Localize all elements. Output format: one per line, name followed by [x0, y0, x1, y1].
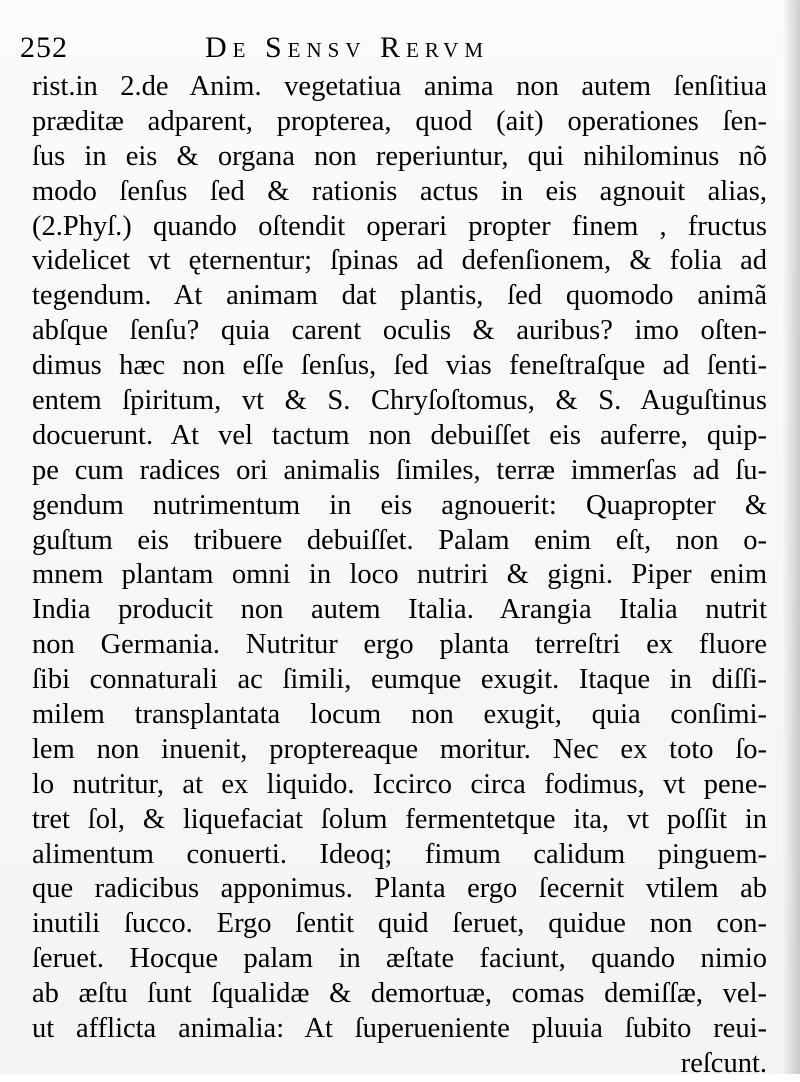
text-line: inutili ſucco. Ergo ſentit quid ſeruet, quidue non con- — [32, 908, 767, 940]
text-line: India producit non autem Italia. Arangia Italia nutrit — [32, 594, 767, 626]
text-line: entem ſpiritum, vt & S. Chryſoſtomus, & S. Auguſtinus — [32, 385, 767, 417]
text-line: guſtum eis tribuere debuiſſet. Palam enim eſt, non o- — [32, 524, 767, 556]
text-line: non Germania. Nutritur ergo planta terreſtri ex fluore — [32, 629, 767, 661]
text-line: docuerunt. At vel tactum non debuiſſet eis auferre, quip- — [32, 419, 767, 451]
text-line: dimus hæc non eſſe ſenſus, ſed vias feneſtraſque ad ſenti- — [32, 350, 767, 382]
page-number: 252 — [20, 31, 68, 64]
body-text — [32, 70, 767, 1082]
text-line: pe cum radices ori animalis ſimiles, terræ immerſas ad ſu- — [32, 454, 767, 486]
text-line: lem non inuenit, proptereaque moritur. Nec ex toto ſo- — [32, 733, 767, 765]
text-line: alimentum conuerti. Ideoq; fimum calidum pinguem- — [32, 838, 767, 870]
text-line: ſus in eis & organa non reperiuntur, qui nihilominus nõ — [32, 140, 767, 172]
text-line: ab æſtu ſunt ſqualidæ & demortuæ, comas demiſſæ, vel- — [32, 978, 767, 1010]
text-line: reſcunt. — [680, 1047, 767, 1079]
text-line: abſque ſenſu? quia carent oculis & auribus? imo oſten- — [32, 315, 767, 347]
running-title: De Sensv Rervm — [205, 31, 490, 64]
text-line: videlicet vt ęternentur; ſpinas ad defenſionem, & folia ad — [32, 245, 767, 277]
text-line: que radicibus apponimus. Planta ergo ſecernit vtilem ab — [32, 873, 767, 905]
text-line: ſibi connaturali ac ſimili, eumque exugit. Itaque in diſſi- — [32, 664, 767, 696]
text-line: tegendum. At animam dat plantis, ſed quomodo animã — [32, 280, 767, 312]
text-line: ſeruet. Hocque palam in æſtate faciunt, quando nimio — [32, 943, 767, 975]
text-line: lo nutritur, at ex liquido. Iccirco circa fodimus, vt pene- — [32, 768, 767, 800]
text-line: tret ſol, & liquefaciat ſolum fermentetque ita, vt poſſit in — [32, 803, 767, 835]
text-line: (2.Phyſ.) quando oſtendit operari propter finem , fructus — [32, 210, 767, 242]
text-line: rist.in 2.de Anim. vegetatiua anima non autem ſenſitiua — [32, 71, 767, 102]
text-line: ut afflicta animalia: At ſuperueniente pluuia ſubito reui- — [32, 1013, 767, 1045]
text-line: gendum nutrimentum in eis agnouerit: Quapropter & — [32, 489, 767, 521]
text-line: milem transplantata locum non exugit, quia conſimi- — [32, 699, 767, 731]
page-header — [20, 28, 780, 68]
text-line: mnem plantam omni in loco nutriri & gigni. Piper enim — [32, 559, 767, 591]
text-line: modo ſenſus ſed & rationis actus in eis agnouit alias, — [32, 175, 767, 207]
text-line: præditæ adparent, propterea, quod (ait) operationes ſen- — [32, 105, 767, 137]
page-edge-shadow — [782, 0, 800, 1074]
